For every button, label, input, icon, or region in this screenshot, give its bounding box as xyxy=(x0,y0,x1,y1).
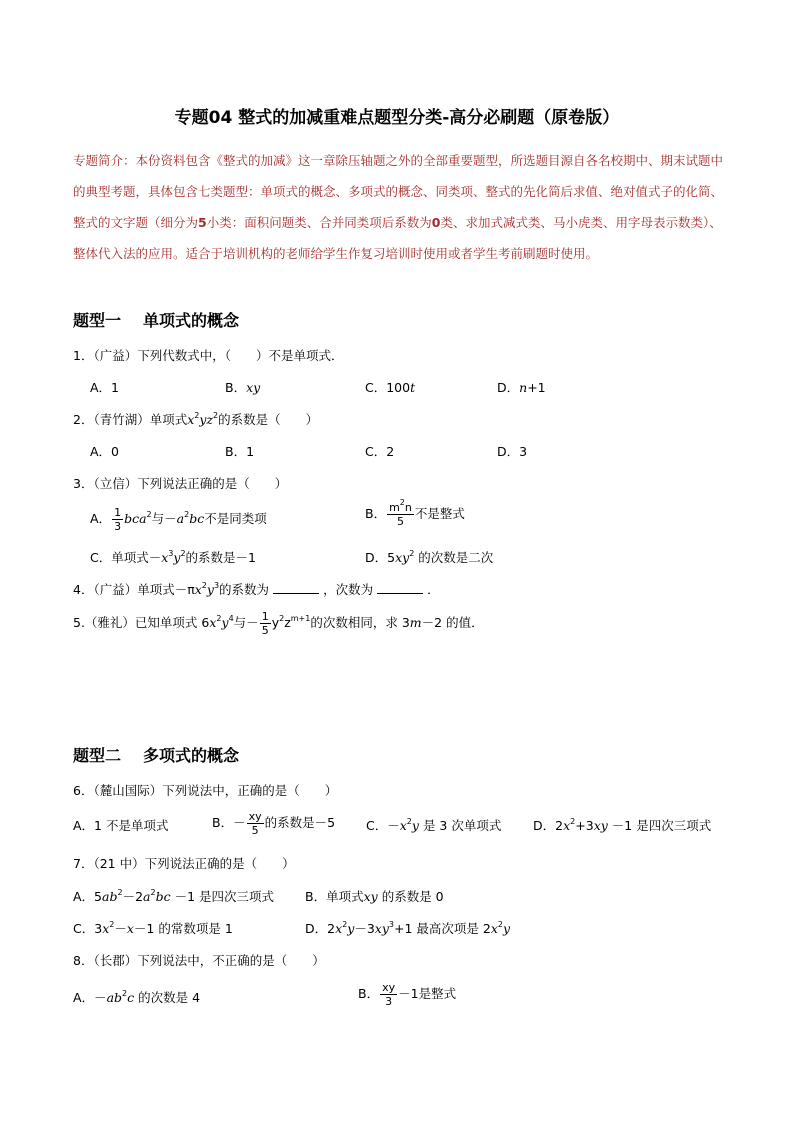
question-8: 8．（长郡）下列说法中，不正确的是（ ） xyxy=(73,953,325,968)
q2-option-d: D．3 xyxy=(497,444,528,459)
section-heading-2: 题型二 多项式的概念 xyxy=(73,746,240,765)
blank-2[interactable] xyxy=(377,583,423,594)
question-6: 6．（麓山国际）下列说法中，正确的是（ ） xyxy=(73,783,338,798)
q8-option-a: A．$-ab^2c$ 的次数是 4 xyxy=(73,989,201,1005)
page-title: 专题04 整式的加减重难点题型分类-高分必刷题（原卷版） xyxy=(174,108,620,128)
intro-text: 专题简介：本份资料包含《整式的加减》这一章除压轴题之外的全部重要题型，所选题目源自各名校期中、期末试题中的典型考题，具体包含七类题型：单项式的概念、多项式的概念、同类项、整式的先化简后求值、绝对值式子的化简、整式的文字题（细分为5小类：面积问题类、合并同类项后系数为0类、求加式减式类、马小虎类、用字母表示数类）、整体代入法的应用。适合于培训机构的老师给学生作复习培训时使用或者学生考前刷题时使用。 xyxy=(73,153,724,261)
section-heading-1: 题型一 单项式的概念 xyxy=(73,311,240,330)
q6-option-b: B．－ $\frac{xy}{5}$ 的系数是－5 xyxy=(212,810,336,837)
question-5: 5.（雅礼）已知单项式 $6x^2y^4$与－ $\frac{1}{5}$ $y^2z^{m+1}$的次数相同，求 3m－2 的值． xyxy=(73,610,484,637)
q7-option-d: D．$2x^2y-3xy^3+1$ 最高次项是 $2x^2y$ xyxy=(305,920,511,936)
q3-option-b: B． $\frac{m^2n}{5}$ 不是整式 xyxy=(365,498,465,528)
question-7: 7．（21 中）下列说法正确的是（ ） xyxy=(73,856,295,871)
q6-option-d: D．$2x^2+3xy -1$ 是四次三项式 xyxy=(533,817,712,833)
q7-option-c: C．$3x^2-x-1$ 的常数项是 1 xyxy=(73,920,233,936)
q3-option-d: D．$5xy^2$ 的次数是二次 xyxy=(365,549,494,565)
question-2: 2．（青竹湖）单项式$x^2yz^2$的系数是（ ） xyxy=(73,411,319,427)
question-1: 1．（广益）下列代数式中，（ ）不是单项式． xyxy=(73,348,344,363)
q7-option-a: A．$5ab^2-2a^2bc -1$ 是四次三项式 xyxy=(73,888,275,904)
q8-option-b: B． $\frac{xy}{3}$ －1是整式 xyxy=(358,981,457,1008)
q1-option-b: B．xy xyxy=(225,380,261,395)
q6-option-a: A．1 不是单项式 xyxy=(73,818,169,833)
blank-1[interactable] xyxy=(273,583,319,594)
question-3: 3．（立信）下列说法正确的是（ ） xyxy=(73,476,288,491)
q3-option-c: C．单项式$-x^3y^2$的系数是－1 xyxy=(90,549,256,565)
q7-option-b: B．单项式xy 的系数是 0 xyxy=(305,889,444,904)
q3-option-a: A． $\frac{1}{3}$ bca$^2$与$-a^2bc$不是同类项 xyxy=(90,506,267,533)
q1-option-c: C．100t xyxy=(365,380,416,395)
q2-option-b: B．1 xyxy=(225,444,255,459)
q1-option-d: D．n+1 xyxy=(497,380,546,395)
q1-option-a: A．1 xyxy=(90,380,120,395)
q2-option-a: A．0 xyxy=(90,444,120,459)
q6-option-c: C．$-x^2y$ 是 3 次单项式 xyxy=(366,817,502,833)
question-4: 4．（广益）单项式$-\pi x^2y^3$的系数为 ，次数为 ． xyxy=(73,581,440,597)
q2-option-c: C．2 xyxy=(365,444,395,459)
